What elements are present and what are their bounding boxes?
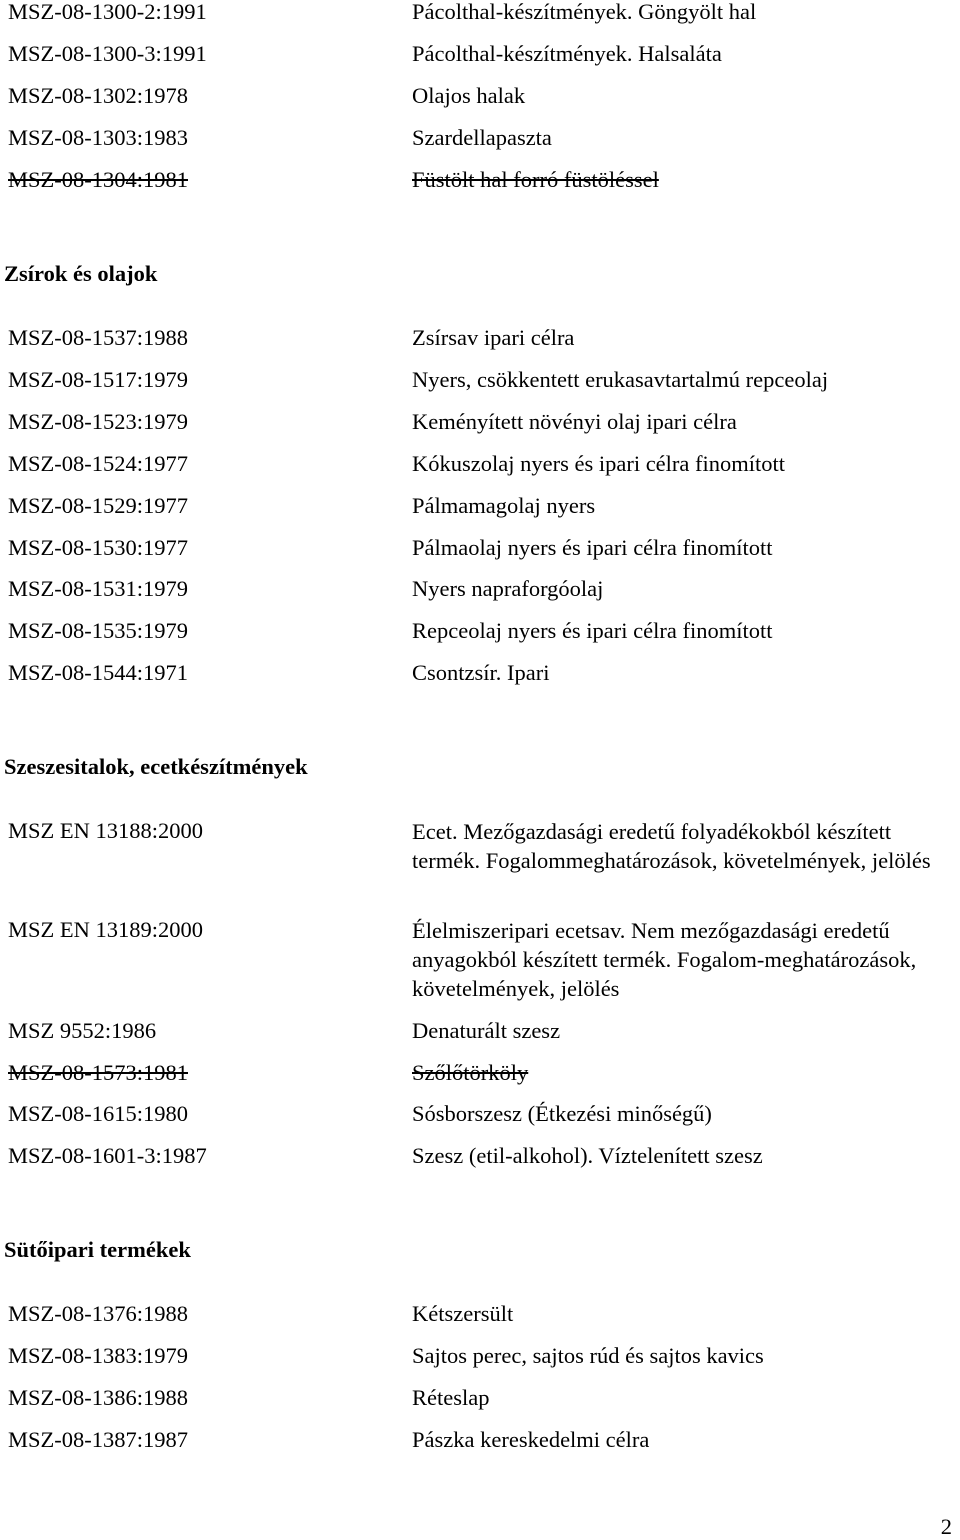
- standard-code: MSZ-08-1615:1980: [8, 1101, 188, 1126]
- standard-description: Pácolthal-készítmények. Halsaláta: [412, 41, 722, 66]
- standard-description: Pászka kereskedelmi célra: [412, 1427, 650, 1452]
- standard-code: MSZ 9552:1986: [8, 1018, 157, 1043]
- standard-description: Kétszersült: [412, 1301, 514, 1326]
- standard-description: Pálmaolaj nyers és ipari célra finomított: [412, 535, 773, 560]
- standard-code: MSZ-08-1303:1983: [8, 125, 188, 150]
- standard-description: Sajtos perec, sajtos rúd és sajtos kavics: [412, 1343, 764, 1368]
- standard-description: Ecet. Mezőgazdasági eredetű folyadékokból készített termék. Fogalommeghatározások, követelmények, jelölés: [412, 819, 931, 873]
- standard-description: Nyers, csökkentett erukasavtartalmú repceolaj: [412, 367, 829, 392]
- standard-code: MSZ-08-1517:1979: [8, 367, 188, 392]
- standard-description: Sósborszesz (Étkezési minőségű): [412, 1101, 712, 1126]
- standard-description: Élelmiszeripari ecetsav. Nem mezőgazdasági eredetű anyagokból készített termék. Fogalom-meghatározások, követelmények, jelölés: [412, 918, 917, 1001]
- standard-description: Szardellapaszta: [412, 125, 552, 150]
- standard-description: Pácolthal-készítmények. Göngyölt hal: [412, 0, 757, 24]
- standard-description: Szőlőtörköly: [412, 1060, 529, 1085]
- standard-description: Olajos halak: [412, 83, 526, 108]
- section-heading: Sütőipari termékek: [4, 1237, 191, 1262]
- standard-description: Szesz (etil-alkohol). Víztelenített szesz: [412, 1143, 763, 1168]
- standard-code: MSZ-08-1573:1981: [8, 1060, 188, 1085]
- standard-code: MSZ-08-1524:1977: [8, 451, 188, 476]
- standard-description: Füstölt hal forró füstöléssel: [412, 167, 659, 192]
- standard-code: MSZ-08-1523:1979: [8, 409, 188, 434]
- page-number: 2: [940, 1514, 952, 1539]
- standard-description: Repceolaj nyers és ipari célra finomított: [412, 618, 773, 643]
- standard-description: Keményített növényi olaj ipari célra: [412, 409, 737, 434]
- standard-description: Kókuszolaj nyers és ipari célra finomított: [412, 451, 786, 476]
- standard-description: Zsírsav ipari célra: [412, 325, 575, 350]
- standard-code: MSZ-08-1302:1978: [8, 83, 188, 108]
- standard-description: Réteslap: [412, 1385, 490, 1410]
- standard-description: Denaturált szesz: [412, 1018, 561, 1043]
- standard-code: MSZ-08-1376:1988: [8, 1301, 188, 1326]
- standard-code: MSZ-08-1386:1988: [8, 1385, 188, 1410]
- standard-code: MSZ-08-1304:1981: [8, 167, 188, 192]
- section-heading: Szeszesitalok, ecetkészítmények: [4, 754, 308, 779]
- standard-code: MSZ-08-1300-3:1991: [8, 41, 207, 66]
- standard-code: MSZ-08-1387:1987: [8, 1427, 188, 1452]
- standard-code: MSZ-08-1601-3:1987: [8, 1143, 207, 1168]
- standard-description: Pálmamagolaj nyers: [412, 493, 596, 518]
- standard-code: MSZ-08-1544:1971: [8, 660, 188, 685]
- standard-code: MSZ-08-1537:1988: [8, 325, 188, 350]
- standard-code: MSZ-08-1535:1979: [8, 618, 188, 643]
- standard-code: MSZ EN 13189:2000: [8, 917, 204, 942]
- section-heading: Zsírok és olajok: [4, 261, 158, 286]
- standard-description: Csontzsír. Ipari: [412, 660, 550, 685]
- standard-description: Nyers napraforgóolaj: [412, 576, 604, 601]
- standard-code: MSZ-08-1383:1979: [8, 1343, 188, 1368]
- standard-code: MSZ-08-1531:1979: [8, 576, 188, 601]
- standard-code: MSZ-08-1529:1977: [8, 493, 188, 518]
- standard-code: MSZ-08-1530:1977: [8, 535, 188, 560]
- standard-code: MSZ EN 13188:2000: [8, 818, 204, 843]
- standard-code: MSZ-08-1300-2:1991: [8, 0, 207, 24]
